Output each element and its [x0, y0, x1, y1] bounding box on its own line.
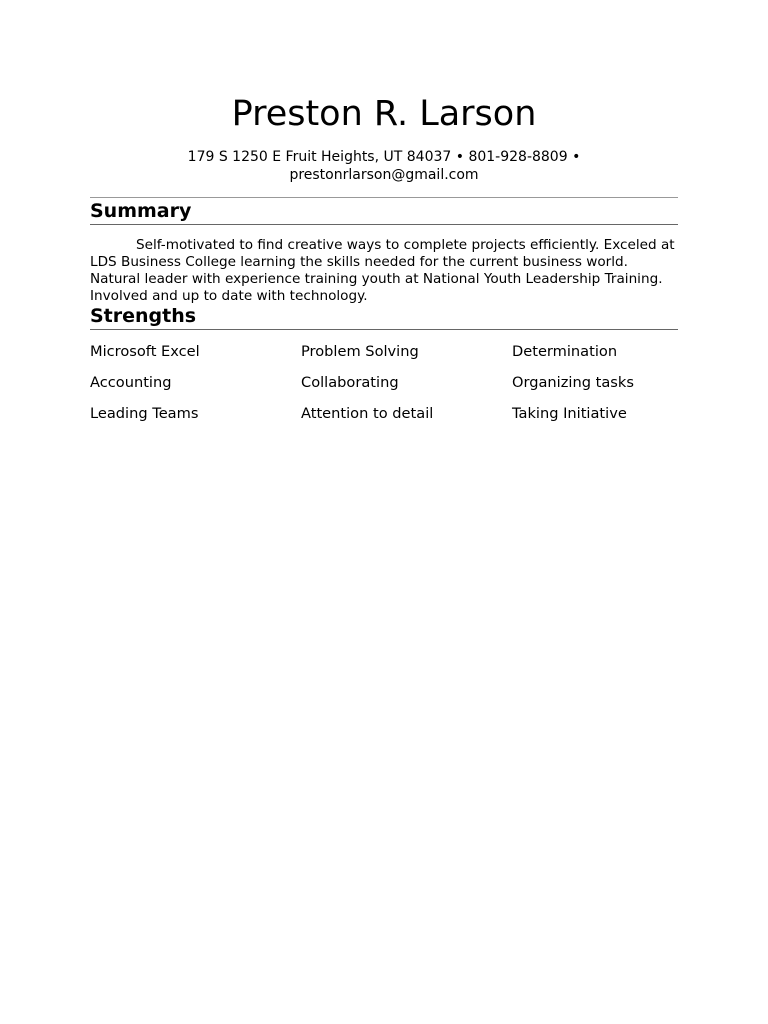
resume-name: Preston R. Larson	[231, 94, 537, 134]
strength-item: Determination	[512, 343, 618, 360]
summary-heading: Summary	[90, 200, 192, 222]
strength-item: Attention to detail	[301, 405, 434, 422]
summary-text: Self-motivated to find creative ways to complete projects efficiently. Exceled at LDS Business College learning the skills needed for the current business world. Natural leader with experience training youth at National Youth Leadership Training. Involved and up to date with technology.	[90, 237, 675, 304]
contact-address-phone: 179 S 1250 E Fruit Heights, UT 84037 • 801-928-8809 •	[187, 149, 581, 165]
strength-item: Leading Teams	[90, 405, 199, 422]
summary-bottom-divider	[90, 224, 678, 225]
strengths-divider	[90, 329, 678, 330]
strengths-list	[90, 342, 678, 435]
strength-item: Problem Solving	[301, 343, 419, 360]
strength-item: Collaborating	[301, 374, 399, 391]
summary-top-divider	[90, 197, 678, 198]
strength-item: Organizing tasks	[512, 374, 634, 391]
strength-item: Taking Initiative	[512, 405, 627, 422]
strength-item: Microsoft Excel	[90, 343, 200, 360]
strength-item: Accounting	[90, 374, 172, 391]
strengths-heading: Strengths	[90, 305, 197, 327]
contact-email: prestonrlarson@gmail.com	[289, 167, 479, 183]
contact-info	[90, 148, 678, 184]
